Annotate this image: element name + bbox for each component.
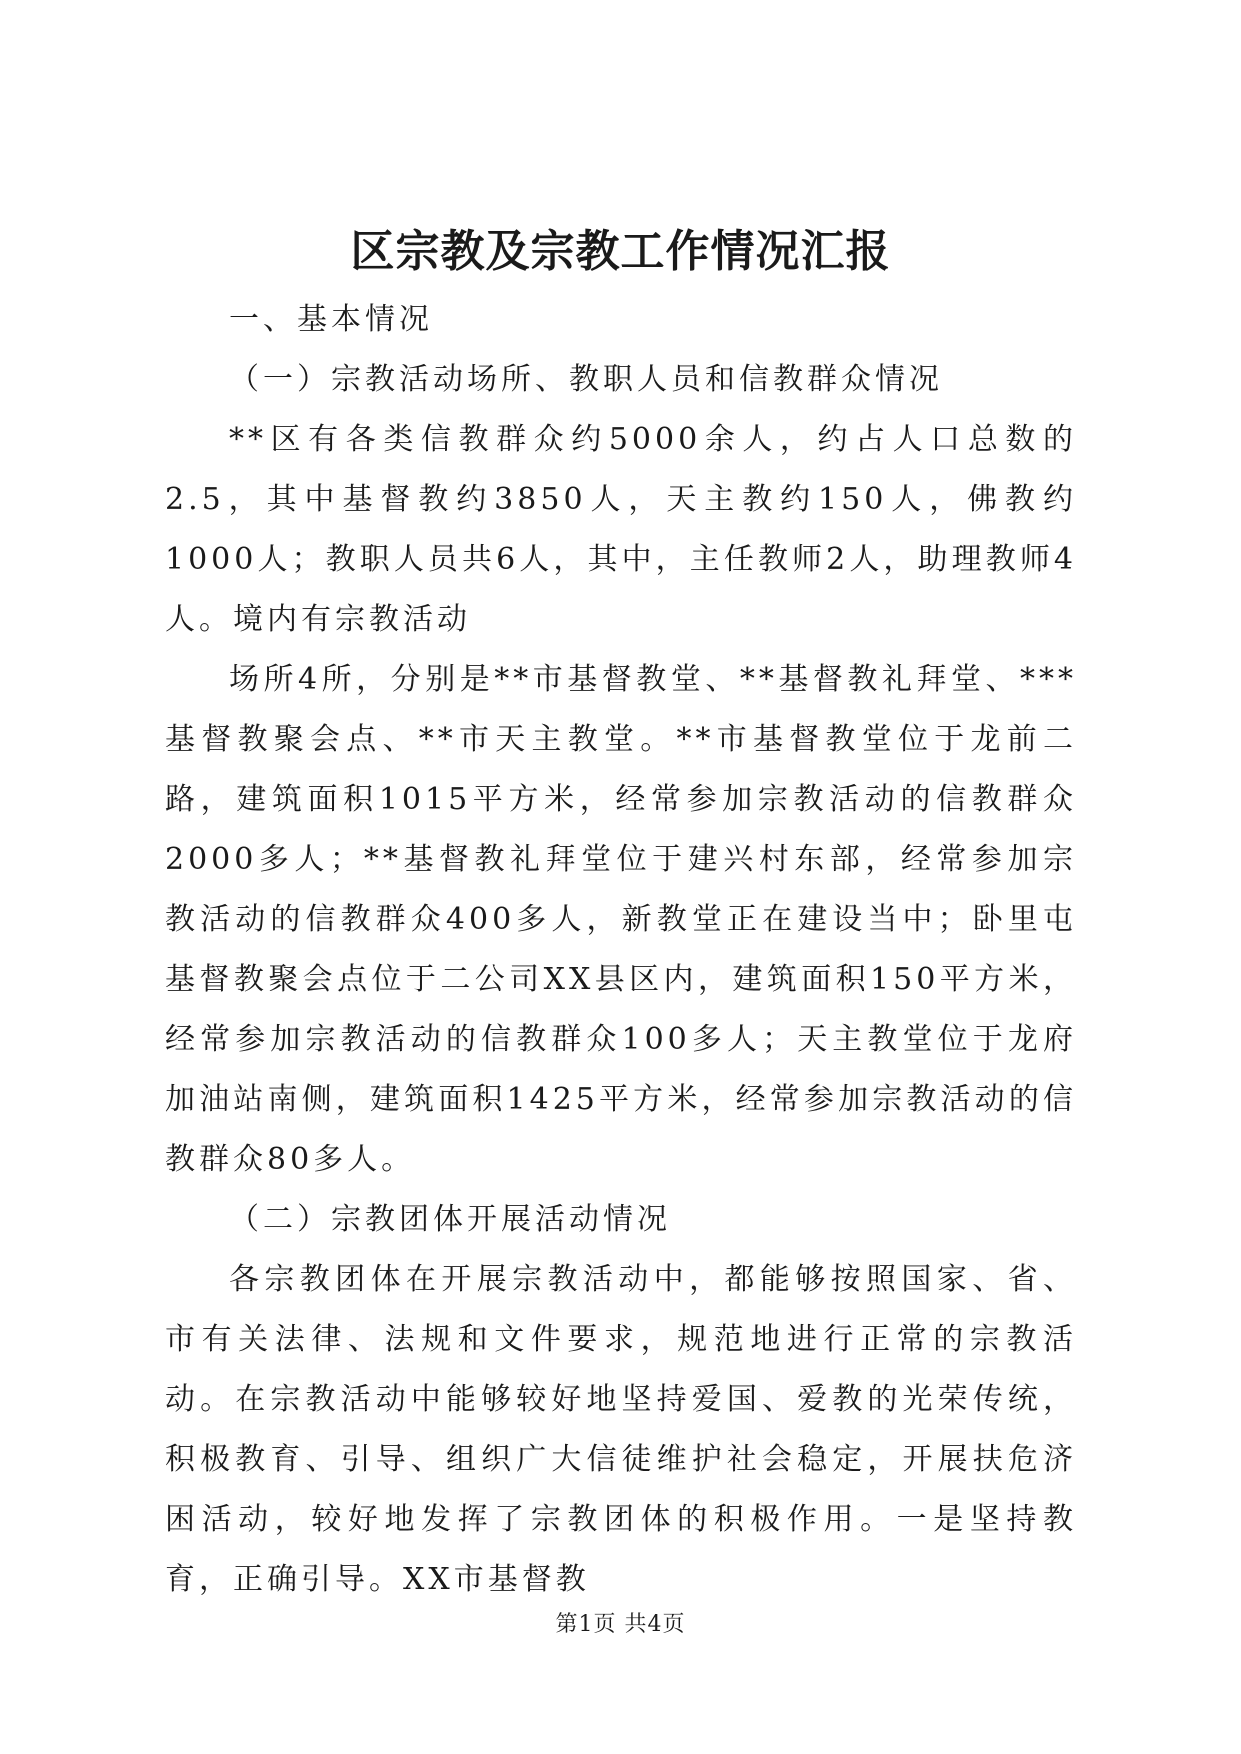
section-heading-basic-situation: 一、基本情况 [229, 302, 433, 337]
document-body [165, 290, 1077, 1610]
page-number-footer: 第1页 共4页 [555, 1612, 686, 1637]
body-paragraph-1: **区有各类信教群众约5000余人，约占人口总数的2.5，其中基督教约3850人，天主教约150人，佛教约1000人；教职人员共6人，其中，主任教师2人，助理教师4人。境内有宗教活动 [165, 422, 1077, 637]
subsection-heading-1: （一）宗教活动场所、教职人员和信教群众情况 [229, 362, 943, 397]
body-paragraph-3: 各宗教团体在开展宗教活动中，都能够按照国家、省、市有关法律、法规和文件要求，规范地进行正常的宗教活动。在宗教活动中能够较好地坚持爱国、爱教的光荣传统，积极教育、引导、组织广大信徒维护社会稳定，开展扶危济困活动，较好地发挥了宗教团体的积极作用。一是坚持教育，正确引导。XX市基督教 [165, 1262, 1077, 1597]
body-paragraph-2: 场所4所，分别是**市基督教堂、**基督教礼拜堂、***基督教聚会点、**市天主教堂。**市基督教堂位于龙前二路，建筑面积1015平方米，经常参加宗教活动的信教群众2000多人；**基督教礼拜堂位于建兴村东部，经常参加宗教活动的信教群众400多人，新教堂正在建设当中；卧里屯基督教聚会点位于二公司XX县区内，建筑面积150平方米，经常参加宗教活动的信教群众100多人；天主教堂位于龙府加油站南侧，建筑面积1425平方米，经常参加宗教活动的信教群众80多人。 [165, 662, 1077, 1177]
subsection-heading-2: （二）宗教团体开展活动情况 [229, 1202, 671, 1237]
document-title: 区宗教及宗教工作情况汇报 [350, 226, 891, 277]
